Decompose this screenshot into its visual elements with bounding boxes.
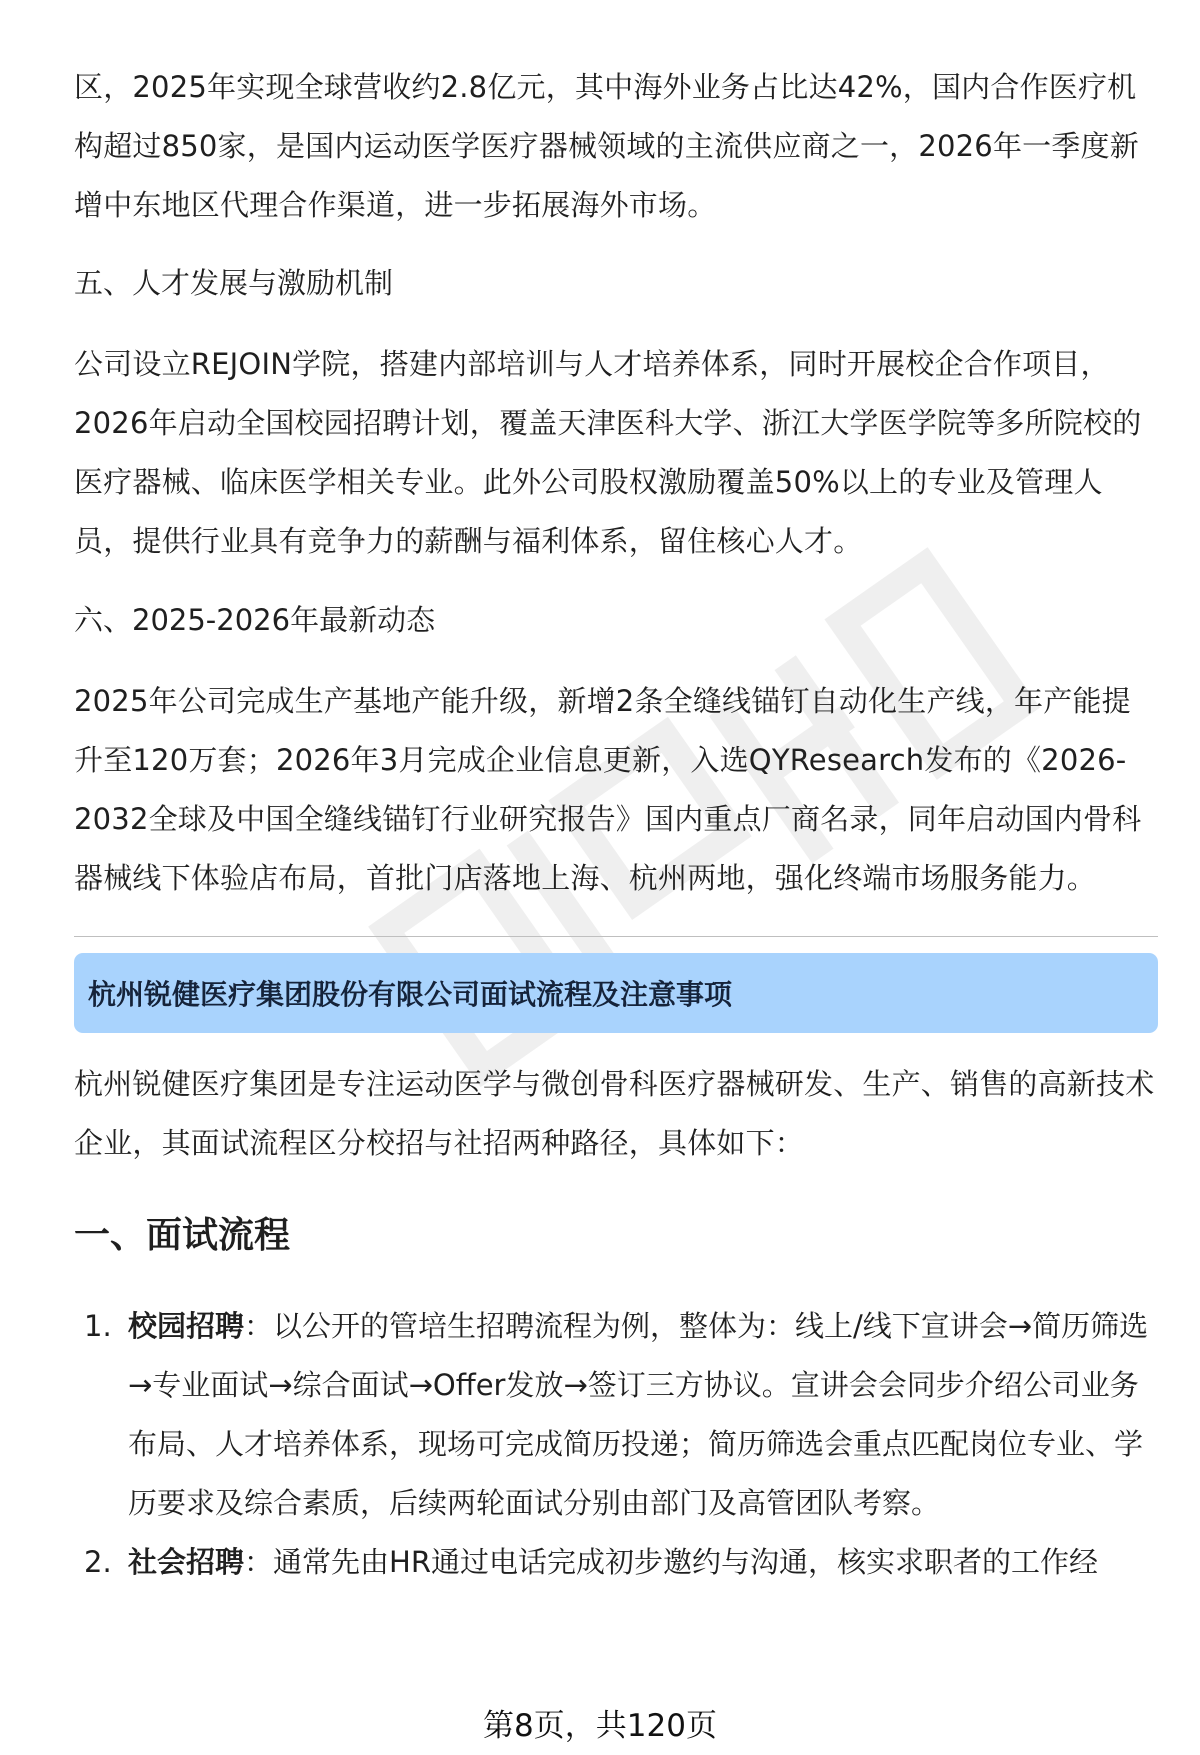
list-item-text: ：以公开的管培生招聘流程为例，整体为：线上/线下宣讲会→简历筛选→专业面试→综合面试→Offer发放→签订三方协议。宣讲会会同步介绍公司业务布局、人才培养体系，现场可完成简历投递；简历筛选会重点匹配岗位专业、学历要求及综合素质，后续两轮面试分别由部门及高管团队考察。	[128, 1309, 1149, 1520]
list-item	[74, 1533, 1158, 1592]
interview-section-banner	[74, 953, 1158, 1033]
heading-interview-process: 一、面试流程	[74, 1215, 291, 1256]
section-divider	[74, 936, 1158, 937]
page-number-footer: 第8页，共120页	[483, 1708, 717, 1744]
list-item	[74, 1297, 1158, 1533]
document-body	[74, 58, 1158, 1592]
paragraph-latest-news: 2025年公司完成生产基地产能升级，新增2条全缝线锚钉自动化生产线，年产能提升至120万套；2026年3月完成企业信息更新，入选QYResearch发布的《2026-2032全球及中国全缝线锚钉行业研究报告》国内重点厂商名录，同年启动国内骨科器械线下体验店布局，首批门店落地上海、杭州两地，强化终端市场服务能力。	[74, 684, 1142, 895]
paragraph-interview-intro: 杭州锐健医疗集团是专注运动医学与微创骨科医疗器械研发、生产、销售的高新技术企业，其面试流程区分校招与社招两种路径，具体如下：	[74, 1067, 1155, 1160]
paragraph-company-overview: 区，2025年实现全球营收约2.8亿元，其中海外业务占比达42%，国内合作医疗机构超过850家，是国内运动医学医疗器械领域的主流供应商之一，2026年一季度新增中东地区代理合作渠道，进一步拓展海外市场。	[74, 70, 1139, 222]
list-item-number: 2.	[84, 1545, 112, 1579]
list-item-label: 校园招聘	[128, 1309, 245, 1343]
list-item-label: 社会招聘	[128, 1545, 245, 1579]
interview-steps-list	[74, 1297, 1158, 1592]
list-item-text: ：通常先由HR通过电话完成初步邀约与沟通，核实求职者的工作经	[244, 1545, 1098, 1579]
heading-latest-news: 六、2025-2026年最新动态	[74, 603, 436, 637]
heading-talent-development: 五、人才发展与激励机制	[74, 266, 394, 300]
paragraph-talent-development: 公司设立REJOIN学院，搭建内部培训与人才培养体系，同时开展校企合作项目，2026年启动全国校园招聘计划，覆盖天津医科大学、浙江大学医学院等多所院校的医疗器械、临床医学相关专业。此外公司股权激励覆盖50%以上的专业及管理人员，提供行业具有竞争力的薪酬与福利体系，留住核心人才。	[74, 347, 1142, 558]
banner-title: 杭州锐健医疗集团股份有限公司面试流程及注意事项	[88, 978, 733, 1011]
list-item-number: 1.	[84, 1309, 112, 1343]
